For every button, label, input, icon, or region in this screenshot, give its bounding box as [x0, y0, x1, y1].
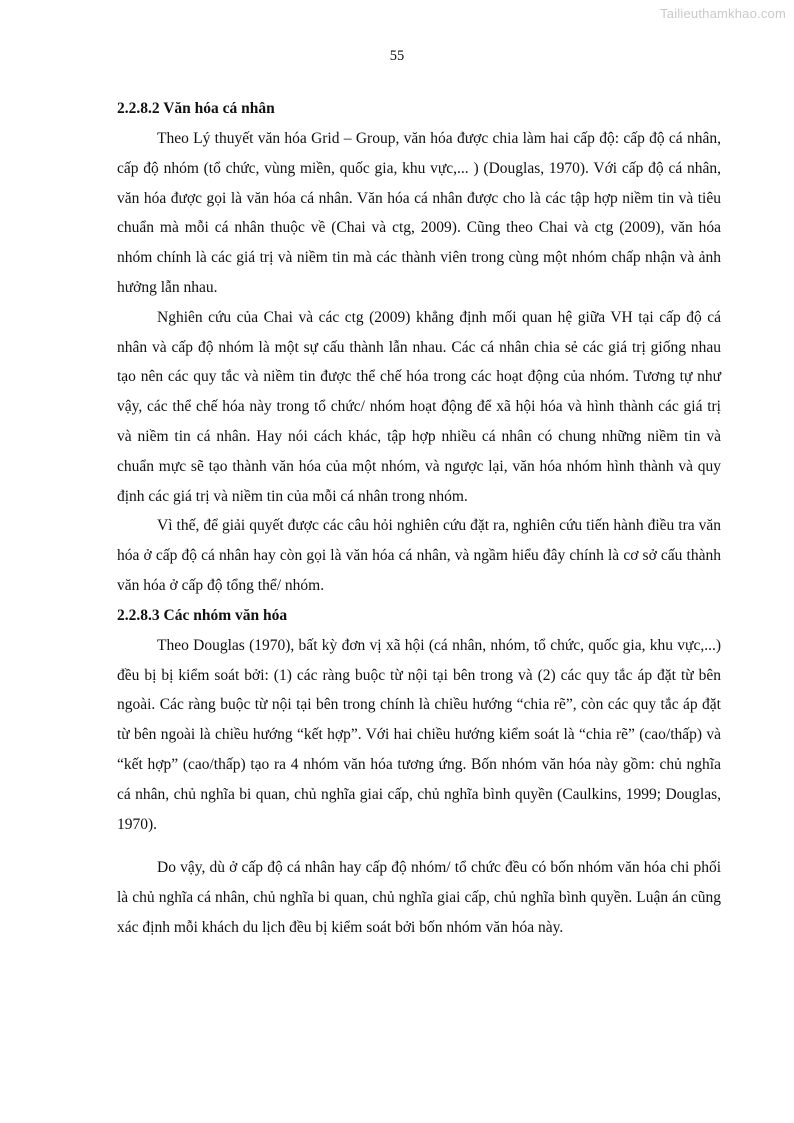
- paragraph: Theo Lý thuyết văn hóa Grid – Group, văn hóa được chia làm hai cấp độ: cấp độ cá nhân, cấp độ nhóm (tổ chức, vùng miền, quốc gia, khu vực,... ) (Douglas, 1970). Với cấp độ cá nhân, văn hóa được gọi là văn hóa cá nhân. Văn hóa cá nhân được cho là các tập hợp niềm tin và tiêu chuẩn mà mỗi cá nhân thuộc về (Chai và ctg, 2009). Cũng theo Chai và ctg (2009), văn hóa nhóm chính là các giá trị và niềm tin mà các thành viên trong cùng một nhóm chấp nhận và ảnh hưởng lẫn nhau.: [117, 130, 721, 296]
- page-number: 55: [389, 48, 405, 64]
- section-heading: 2.2.8.2 Văn hóa cá nhân: [117, 100, 275, 117]
- section-heading: 2.2.8.3 Các nhóm văn hóa: [117, 606, 288, 624]
- watermark: Tailieuthamkhao.com: [660, 6, 786, 21]
- document-body: [117, 94, 721, 943]
- paragraph: Nghiên cứu của Chai và các ctg (2009) khẳng định mối quan hệ giữa VH tại cấp độ cá nhân và cấp độ nhóm là một sự cấu thành lẫn nhau. Các cá nhân chia sẻ các giá trị giống nhau tạo nên các quy tắc và niềm tin được thể chế hóa trong các hoạt động của nhóm. Tương tự như vậy, các thể chế hóa này trong tổ chức/ nhóm hoạt động để xã hội hóa và hình thành các giá trị và niềm tin cá nhân. Hay nói cách khác, tập hợp nhiều cá nhân có chung những niềm tin và chuẩn mực sẽ tạo thành văn hóa của một nhóm, và ngược lại, văn hóa nhóm hình thành và quy định các giá trị và niềm tin của mỗi cá nhân trong nhóm.: [117, 308, 721, 505]
- section-van-hoa-ca-nhan: [117, 94, 721, 601]
- paragraph: Vì thế, để giải quyết được các câu hỏi nghiên cứu đặt ra, nghiên cứu tiến hành điều tra văn hóa ở cấp độ cá nhân hay còn gọi là văn hóa cá nhân, và ngầm hiểu đây chính là cơ sở cấu thành văn hóa ở cấp độ tổng thể/ nhóm.: [117, 517, 721, 594]
- paragraph: Theo Douglas (1970), bất kỳ đơn vị xã hội (cá nhân, nhóm, tổ chức, quốc gia, khu vực,...) đều bị bị kiểm soát bởi: (1) các ràng buộc từ nội tại bên trong và (2) các quy tắc áp đặt từ bên ngoài. Các ràng buộc từ nội tại bên trong chính là chiều hướng “chia rẽ”, còn các quy tắc áp đặt từ bên ngoài là chiều hướng “kết hợp”. Với hai chiều hướng kiểm soát là “chia rẽ” (cao/thấp) và “kết hợp” (cao/thấp) tạo ra 4 nhóm văn hóa tương ứng. Bốn nhóm văn hóa này gồm: chủ nghĩa cá nhân, chủ nghĩa bi quan, chủ nghĩa giai cấp, chủ nghĩa bình quyền (Caulkins, 1999; Douglas, 1970).: [117, 636, 721, 833]
- section-cac-nhom-van-hoa: [117, 601, 721, 943]
- paragraph: Do vậy, dù ở cấp độ cá nhân hay cấp độ nhóm/ tổ chức đều có bốn nhóm văn hóa chi phối là chủ nghĩa cá nhân, chủ nghĩa bi quan, chủ nghĩa giai cấp, chủ nghĩa bình quyền. Luận án cũng xác định mỗi khách du lịch đều bị kiểm soát bởi bốn nhóm văn hóa này.: [117, 859, 721, 936]
